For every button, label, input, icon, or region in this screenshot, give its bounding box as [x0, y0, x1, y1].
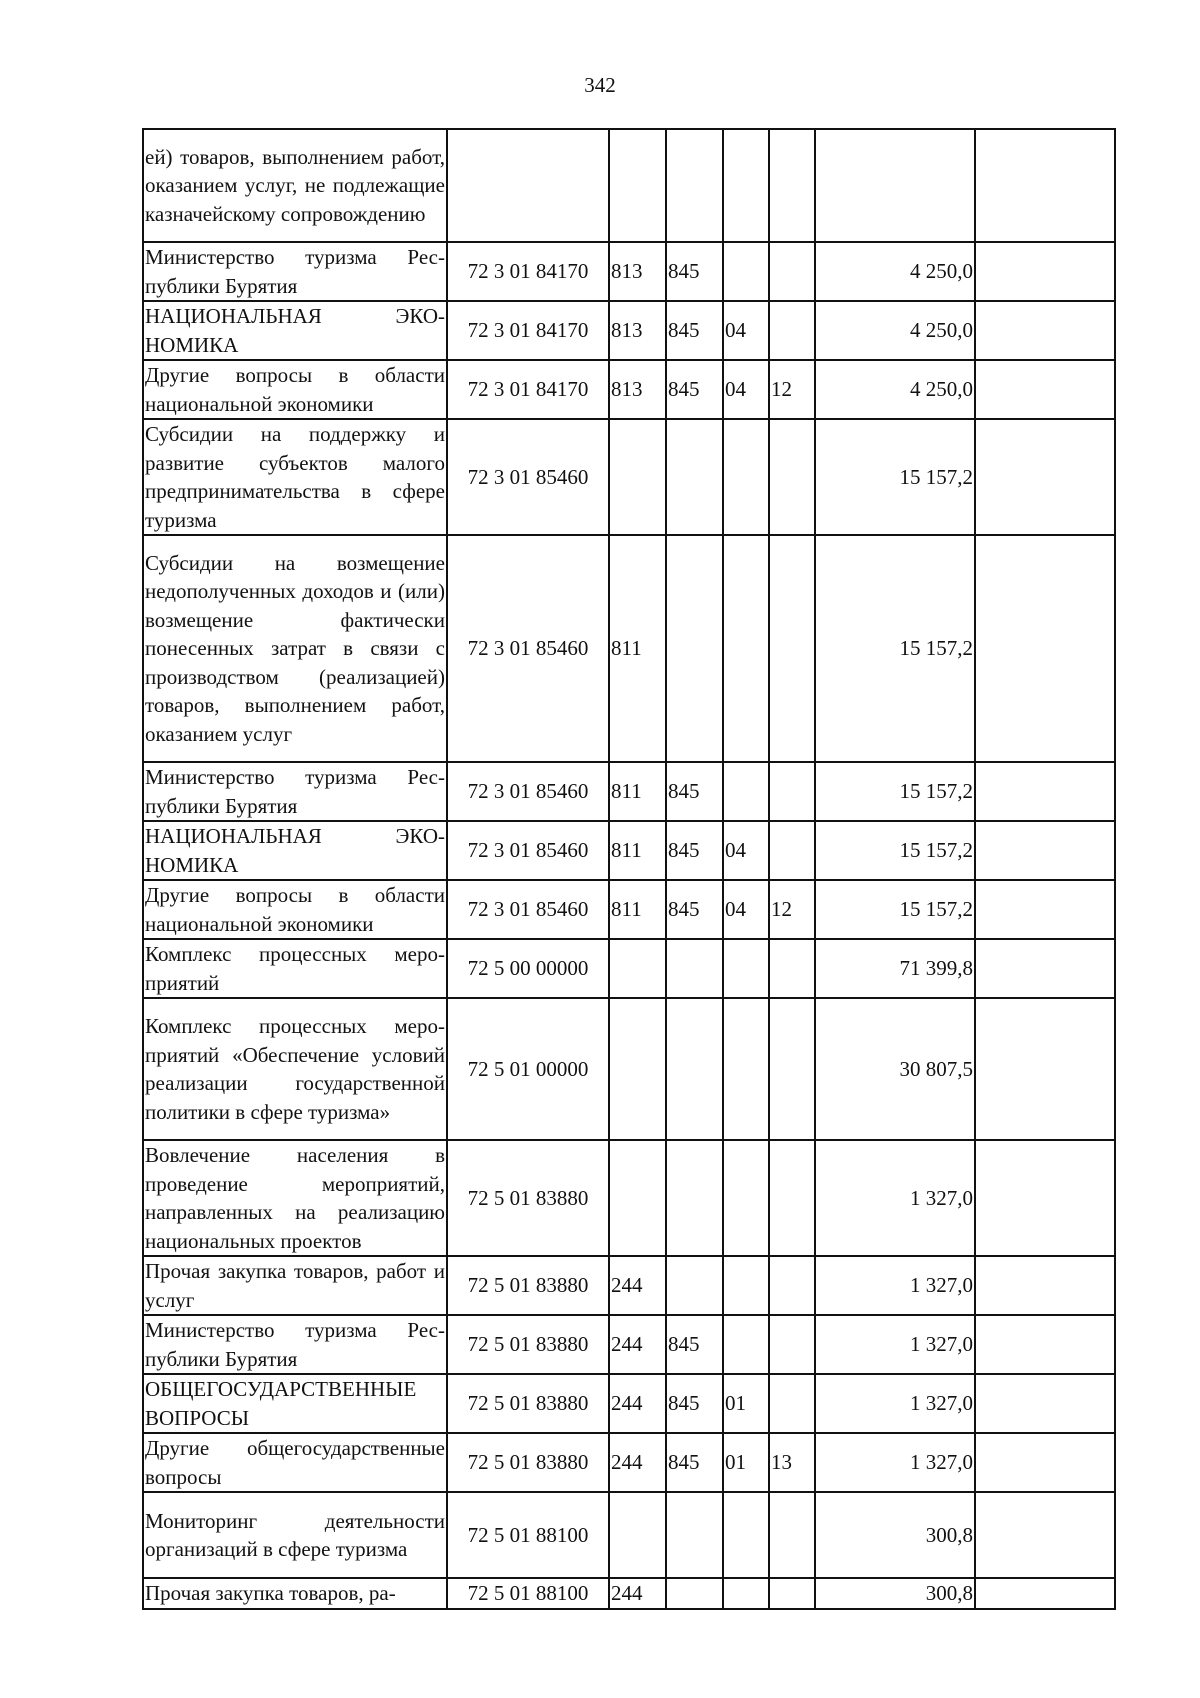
row-rz-cell: [723, 939, 769, 998]
row-vr-cell: 813: [609, 360, 666, 419]
row-ved-cell: [666, 939, 723, 998]
row-vr-cell: 811: [609, 762, 666, 821]
row-rz-cell: [723, 1578, 769, 1609]
row-name-cell: Субсидии на поддержку и развитие субъектов малого предпринимательства в сфере туризма: [143, 419, 447, 535]
table-row: [143, 1578, 1115, 1609]
row-name-cell: Министерство туризма Республики Бурятия: [143, 762, 447, 821]
row-ved-cell: [666, 1256, 723, 1315]
row-vr-cell: 244: [609, 1374, 666, 1433]
row-extra-cell: [975, 1256, 1115, 1315]
row-ved-cell: [666, 419, 723, 535]
row-rz-cell: [723, 129, 769, 242]
table-body: [143, 129, 1115, 1609]
row-sum-cell: 71 399,8: [815, 939, 975, 998]
row-rz-cell: 01: [723, 1433, 769, 1492]
row-extra-cell: [975, 419, 1115, 535]
table-row: [143, 880, 1115, 939]
row-extra-cell: [975, 535, 1115, 762]
row-name-cell: ей) товаров, выполнением работ, оказанием услуг, не подлежащие казначейскому сопровождению: [143, 129, 447, 242]
table-row: [143, 419, 1115, 535]
row-ved-cell: [666, 535, 723, 762]
table-row: [143, 1315, 1115, 1374]
row-vr-cell: 811: [609, 821, 666, 880]
row-extra-cell: [975, 939, 1115, 998]
row-extra-cell: [975, 1492, 1115, 1578]
row-code-cell: [447, 129, 609, 242]
row-vr-cell: [609, 998, 666, 1140]
table-row: [143, 1140, 1115, 1256]
row-pr-cell: [769, 1140, 815, 1256]
row-name-cell: Другие вопросы в области национальной экономики: [143, 360, 447, 419]
row-code-cell: 72 5 01 83880: [447, 1433, 609, 1492]
row-rz-cell: [723, 1140, 769, 1256]
row-rz-cell: [723, 535, 769, 762]
table-row: [143, 1492, 1115, 1578]
row-extra-cell: [975, 1578, 1115, 1609]
row-extra-cell: [975, 360, 1115, 419]
row-ved-cell: [666, 1492, 723, 1578]
row-vr-cell: 244: [609, 1578, 666, 1609]
row-name-cell: Министерство туризма Республики Бурятия: [143, 1315, 447, 1374]
row-name-cell: Мониторинг деятельности организаций в сфере туризма: [143, 1492, 447, 1578]
row-ved-cell: 845: [666, 762, 723, 821]
table-row: [143, 821, 1115, 880]
row-pr-cell: 12: [769, 360, 815, 419]
table-row: [143, 1433, 1115, 1492]
row-ved-cell: 845: [666, 242, 723, 301]
row-pr-cell: [769, 1315, 815, 1374]
row-extra-cell: [975, 821, 1115, 880]
row-sum-cell: 1 327,0: [815, 1256, 975, 1315]
row-vr-cell: 244: [609, 1315, 666, 1374]
row-pr-cell: [769, 419, 815, 535]
table-row: [143, 129, 1115, 242]
row-code-cell: 72 5 01 88100: [447, 1578, 609, 1609]
row-name-cell: Вовлечение населения в проведение мероприятий, направленных на реализацию национальных проектов: [143, 1140, 447, 1256]
row-code-cell: 72 3 01 84170: [447, 360, 609, 419]
table-row: [143, 242, 1115, 301]
row-code-cell: 72 5 01 83880: [447, 1374, 609, 1433]
row-extra-cell: [975, 1374, 1115, 1433]
row-name-cell: Министерство туризма Республики Бурятия: [143, 242, 447, 301]
row-sum-cell: 1 327,0: [815, 1433, 975, 1492]
row-ved-cell: [666, 1140, 723, 1256]
row-code-cell: 72 3 01 84170: [447, 301, 609, 360]
row-ved-cell: 845: [666, 1433, 723, 1492]
row-vr-cell: [609, 1492, 666, 1578]
row-pr-cell: [769, 1374, 815, 1433]
row-rz-cell: 04: [723, 880, 769, 939]
table-row: [143, 939, 1115, 998]
row-extra-cell: [975, 762, 1115, 821]
row-sum-cell: 30 807,5: [815, 998, 975, 1140]
row-rz-cell: [723, 1315, 769, 1374]
row-name-cell: Комплекс процессных мероприятий «Обеспечение условий реализации государственной политики в сфере туризма»: [143, 998, 447, 1140]
row-extra-cell: [975, 301, 1115, 360]
row-vr-cell: 813: [609, 301, 666, 360]
row-extra-cell: [975, 880, 1115, 939]
row-extra-cell: [975, 1433, 1115, 1492]
row-sum-cell: 15 157,2: [815, 535, 975, 762]
row-name-cell: Комплекс процессных мероприятий: [143, 939, 447, 998]
row-code-cell: 72 3 01 85460: [447, 880, 609, 939]
row-vr-cell: 244: [609, 1256, 666, 1315]
row-rz-cell: [723, 419, 769, 535]
row-code-cell: 72 5 01 83880: [447, 1315, 609, 1374]
row-code-cell: 72 5 01 88100: [447, 1492, 609, 1578]
row-name-cell: Субсидии на возмещение недополученных доходов и (или) возмещение фактически понесенных затрат в связи с производством (реализацией) товаров, выполнением работ, оказанием услуг: [143, 535, 447, 762]
row-ved-cell: 845: [666, 821, 723, 880]
row-rz-cell: 01: [723, 1374, 769, 1433]
row-ved-cell: 845: [666, 1315, 723, 1374]
row-ved-cell: [666, 1578, 723, 1609]
row-sum-cell: 4 250,0: [815, 242, 975, 301]
budget-table: [142, 128, 1116, 1610]
row-pr-cell: [769, 535, 815, 762]
row-pr-cell: [769, 939, 815, 998]
row-vr-cell: 811: [609, 535, 666, 762]
row-extra-cell: [975, 998, 1115, 1140]
row-name-cell: НАЦИОНАЛЬНАЯ ЭКОНОМИКА: [143, 821, 447, 880]
row-pr-cell: [769, 821, 815, 880]
row-code-cell: 72 5 01 83880: [447, 1140, 609, 1256]
row-name-cell: НАЦИОНАЛЬНАЯ ЭКОНОМИКА: [143, 301, 447, 360]
row-code-cell: 72 3 01 85460: [447, 821, 609, 880]
row-pr-cell: 12: [769, 880, 815, 939]
row-vr-cell: [609, 939, 666, 998]
row-extra-cell: [975, 1140, 1115, 1256]
row-extra-cell: [975, 1315, 1115, 1374]
row-pr-cell: [769, 1492, 815, 1578]
row-rz-cell: 04: [723, 821, 769, 880]
row-sum-cell: 4 250,0: [815, 360, 975, 419]
table-row: [143, 1374, 1115, 1433]
row-name-cell: ОБЩЕГОСУДАРСТВЕННЫЕ ВОПРОСЫ: [143, 1374, 447, 1433]
row-pr-cell: [769, 1578, 815, 1609]
row-rz-cell: [723, 998, 769, 1140]
table-row: [143, 360, 1115, 419]
row-sum-cell: 1 327,0: [815, 1315, 975, 1374]
row-code-cell: 72 3 01 85460: [447, 535, 609, 762]
row-ved-cell: 845: [666, 1374, 723, 1433]
row-vr-cell: 244: [609, 1433, 666, 1492]
row-pr-cell: [769, 762, 815, 821]
row-vr-cell: [609, 1140, 666, 1256]
row-ved-cell: [666, 998, 723, 1140]
table-row: [143, 998, 1115, 1140]
row-ved-cell: [666, 129, 723, 242]
row-ved-cell: 845: [666, 301, 723, 360]
row-code-cell: 72 3 01 85460: [447, 762, 609, 821]
row-code-cell: 72 3 01 85460: [447, 419, 609, 535]
row-name-cell: Другие общегосударственные вопросы: [143, 1433, 447, 1492]
row-pr-cell: [769, 1256, 815, 1315]
row-vr-cell: 811: [609, 880, 666, 939]
row-sum-cell: 300,8: [815, 1578, 975, 1609]
row-vr-cell: [609, 419, 666, 535]
row-sum-cell: 15 157,2: [815, 880, 975, 939]
row-pr-cell: [769, 301, 815, 360]
row-extra-cell: [975, 242, 1115, 301]
row-sum-cell: 1 327,0: [815, 1140, 975, 1256]
row-sum-cell: 15 157,2: [815, 821, 975, 880]
row-code-cell: 72 3 01 84170: [447, 242, 609, 301]
row-rz-cell: [723, 762, 769, 821]
table-row: [143, 1256, 1115, 1315]
row-pr-cell: 13: [769, 1433, 815, 1492]
row-pr-cell: [769, 129, 815, 242]
row-rz-cell: [723, 1492, 769, 1578]
row-rz-cell: 04: [723, 301, 769, 360]
row-pr-cell: [769, 998, 815, 1140]
row-code-cell: 72 5 01 83880: [447, 1256, 609, 1315]
row-name-cell: Прочая закупка товаров, ра-: [143, 1578, 447, 1609]
row-name-cell: Прочая закупка товаров, работ и услуг: [143, 1256, 447, 1315]
row-code-cell: 72 5 01 00000: [447, 998, 609, 1140]
row-rz-cell: 04: [723, 360, 769, 419]
row-sum-cell: 300,8: [815, 1492, 975, 1578]
row-sum-cell: 1 327,0: [815, 1374, 975, 1433]
row-vr-cell: [609, 129, 666, 242]
row-name-cell: Другие вопросы в области национальной экономики: [143, 880, 447, 939]
row-sum-cell: 15 157,2: [815, 762, 975, 821]
row-pr-cell: [769, 242, 815, 301]
row-sum-cell: [815, 129, 975, 242]
row-extra-cell: [975, 129, 1115, 242]
page-number: 342: [584, 73, 616, 97]
row-sum-cell: 15 157,2: [815, 419, 975, 535]
row-sum-cell: 4 250,0: [815, 301, 975, 360]
row-rz-cell: [723, 242, 769, 301]
row-rz-cell: [723, 1256, 769, 1315]
row-ved-cell: 845: [666, 360, 723, 419]
table-row: [143, 762, 1115, 821]
row-code-cell: 72 5 00 00000: [447, 939, 609, 998]
table-row: [143, 301, 1115, 360]
row-vr-cell: 813: [609, 242, 666, 301]
table-row: [143, 535, 1115, 762]
row-ved-cell: 845: [666, 880, 723, 939]
